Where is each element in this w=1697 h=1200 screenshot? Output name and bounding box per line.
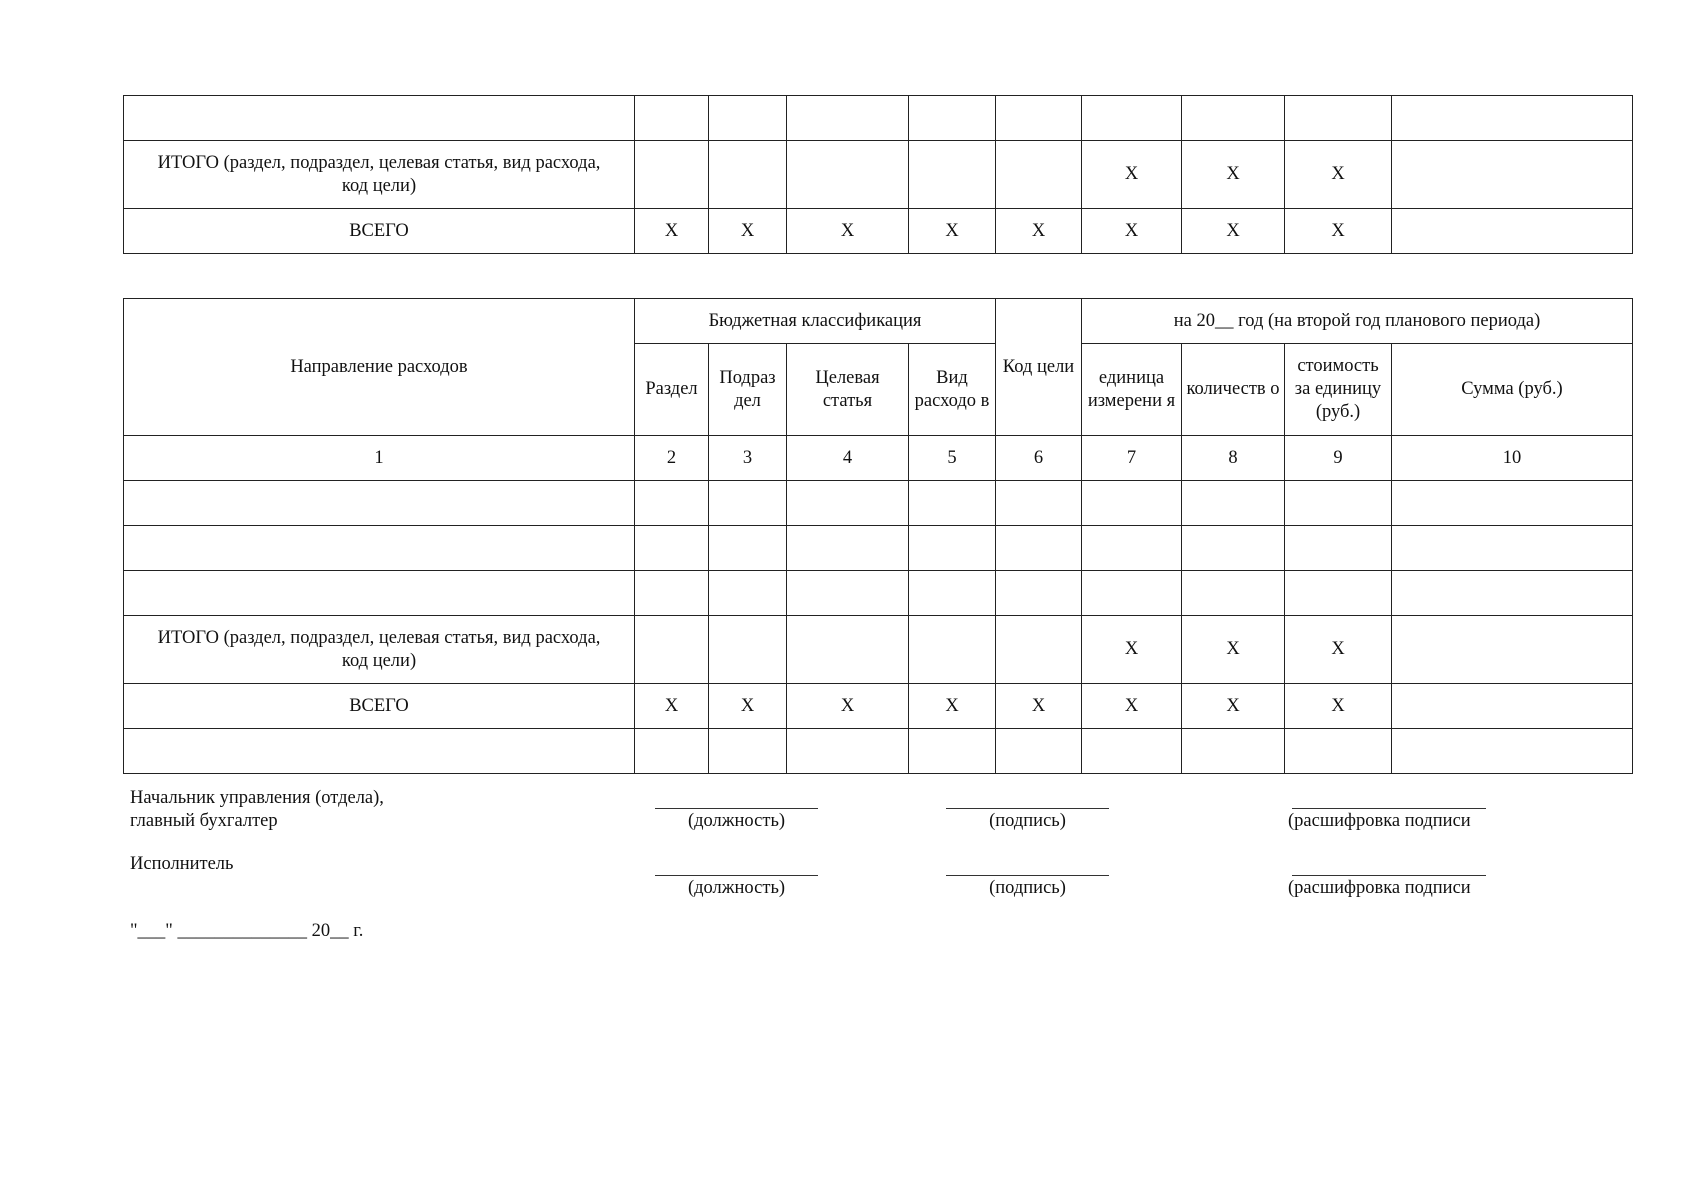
x-cell: Х (1082, 209, 1182, 254)
signature-caption: (подпись) (989, 811, 1066, 831)
table-cell (709, 571, 787, 616)
table-cell (787, 571, 909, 616)
x-cell: Х (909, 684, 996, 729)
table-cell (1392, 209, 1633, 254)
table-cell (909, 526, 996, 571)
itogo-label-line1: ИТОГО (раздел, подраздел, целевая статья, вид расхода, (157, 627, 601, 648)
table-cell (909, 96, 996, 141)
table-cell (124, 96, 635, 141)
column-number: 4 (787, 436, 909, 481)
x-cell: Х (1182, 209, 1285, 254)
x-cell: Х (996, 684, 1082, 729)
x-cell: Х (1182, 141, 1285, 209)
table-cell (996, 729, 1082, 774)
position-line (655, 875, 818, 876)
x-cell: Х (909, 209, 996, 254)
signature-line (946, 875, 1109, 876)
column-number: 1 (124, 436, 635, 481)
table-cell (635, 481, 709, 526)
table-cell (1082, 526, 1182, 571)
table-cell (1082, 729, 1182, 774)
decoding-line (1292, 875, 1486, 876)
x-cell: Х (1082, 616, 1182, 684)
table-cell (124, 481, 635, 526)
subheader-sum: Сумма (руб.) (1392, 344, 1633, 436)
table-cell (709, 616, 787, 684)
table-cell (1285, 96, 1392, 141)
x-cell: Х (996, 209, 1082, 254)
table-row (124, 526, 1633, 571)
table-cell (909, 729, 996, 774)
x-cell: Х (709, 684, 787, 729)
itogo-label (124, 616, 635, 684)
table-cell (1285, 526, 1392, 571)
x-cell: Х (1285, 141, 1392, 209)
x-cell: Х (1082, 684, 1182, 729)
x-cell: Х (635, 209, 709, 254)
table-cell (787, 526, 909, 571)
position-caption: (должность) (687, 811, 786, 831)
subheader-target-article: Целевая статья (787, 344, 909, 436)
table-cell (1392, 729, 1633, 774)
table-cell (124, 729, 635, 774)
column-number: 5 (909, 436, 996, 481)
table-cell (124, 571, 635, 616)
executor-label: Исполнитель (130, 854, 234, 874)
column-number: 2 (635, 436, 709, 481)
main-table (123, 298, 1633, 774)
table-cell (1182, 481, 1285, 526)
table-cell (1285, 481, 1392, 526)
decoding-caption: (расшифровка подписи (1288, 878, 1471, 898)
table-cell (124, 526, 635, 571)
table-cell (635, 571, 709, 616)
itogo-label-line1: ИТОГО (раздел, подраздел, целевая статья, вид расхода, (157, 152, 601, 173)
table-cell (1082, 481, 1182, 526)
signature-caption: (подпись) (989, 878, 1066, 898)
subheader-quantity: количеств о (1182, 344, 1285, 436)
table-cell (909, 616, 996, 684)
x-cell: Х (1182, 684, 1285, 729)
table-cell (1182, 729, 1285, 774)
column-number-row (124, 436, 1633, 481)
column-number: 3 (709, 436, 787, 481)
table-cell (996, 526, 1082, 571)
table-cell (709, 96, 787, 141)
table-cell (787, 96, 909, 141)
table-cell (709, 141, 787, 209)
table-cell (1285, 729, 1392, 774)
column-number: 10 (1392, 436, 1633, 481)
position-caption: (должность) (687, 878, 786, 898)
chief-label-line1: Начальник управления (отдела), (130, 788, 384, 808)
x-cell: Х (1285, 209, 1392, 254)
table-cell (909, 481, 996, 526)
table-row (124, 481, 1633, 526)
table-cell (909, 141, 996, 209)
column-number: 9 (1285, 436, 1392, 481)
budget-class-header: Бюджетная классификация (635, 299, 996, 344)
subheader-razdel: Раздел (635, 344, 709, 436)
table-cell (709, 481, 787, 526)
table-cell (1285, 571, 1392, 616)
position-line (655, 808, 818, 809)
chief-label (130, 787, 384, 833)
decoding-line (1292, 808, 1486, 809)
top-table (123, 95, 1633, 254)
table-cell (996, 141, 1082, 209)
table-cell (1392, 481, 1633, 526)
itogo-row (124, 616, 1633, 684)
itogo-label-line2: код цели) (341, 650, 417, 671)
table-cell (1392, 526, 1633, 571)
x-cell: Х (635, 684, 709, 729)
table-row (124, 729, 1633, 774)
vsego-label: ВСЕГО (124, 209, 635, 254)
table-row (124, 571, 1633, 616)
subheader-expense-type: Вид расходо в (909, 344, 996, 436)
table-cell (709, 526, 787, 571)
table-cell (1392, 141, 1633, 209)
table-cell (709, 729, 787, 774)
vsego-row (124, 209, 1633, 254)
x-cell: Х (1182, 616, 1285, 684)
table-cell (1082, 571, 1182, 616)
x-cell: Х (787, 209, 909, 254)
subheader-unit: единица измерени я (1082, 344, 1182, 436)
table-cell (996, 571, 1082, 616)
date-line: "___" ______________ 20__ г. (130, 921, 364, 941)
subheader-unit-cost: стоимость за единицу (руб.) (1285, 344, 1392, 436)
table-cell (635, 729, 709, 774)
x-cell: Х (1082, 141, 1182, 209)
column-number: 8 (1182, 436, 1285, 481)
table-cell (787, 729, 909, 774)
table-cell (787, 616, 909, 684)
table-cell (787, 481, 909, 526)
table-cell (1392, 571, 1633, 616)
vsego-label: ВСЕГО (124, 684, 635, 729)
table-cell (996, 616, 1082, 684)
column-number: 7 (1082, 436, 1182, 481)
x-cell: Х (709, 209, 787, 254)
table-cell (996, 481, 1082, 526)
table-cell (1182, 526, 1285, 571)
vsego-row (124, 684, 1633, 729)
header-row (124, 299, 1633, 344)
x-cell: Х (787, 684, 909, 729)
table-cell (1182, 571, 1285, 616)
table-cell (635, 141, 709, 209)
itogo-row (124, 141, 1633, 209)
period-header: на 20__ год (на второй год планового периода) (1082, 299, 1633, 344)
direction-header: Направление расходов (124, 299, 635, 436)
table-cell (996, 96, 1082, 141)
table-cell (1392, 616, 1633, 684)
table-cell (1182, 96, 1285, 141)
table-cell (909, 571, 996, 616)
x-cell: Х (1285, 616, 1392, 684)
itogo-label (124, 141, 635, 209)
subheader-podrazdel: Подраз дел (709, 344, 787, 436)
target-code-header: Код цели (996, 299, 1082, 436)
decoding-caption: (расшифровка подписи (1288, 811, 1471, 831)
column-number: 6 (996, 436, 1082, 481)
table-cell (635, 616, 709, 684)
table-row (124, 96, 1633, 141)
table-cell (1392, 96, 1633, 141)
table-cell (635, 526, 709, 571)
table-cell (1392, 684, 1633, 729)
table-cell (1082, 96, 1182, 141)
itogo-label-line2: код цели) (341, 175, 417, 196)
signature-line (946, 808, 1109, 809)
table-cell (787, 141, 909, 209)
chief-label-line2: главный бухгалтер (130, 811, 278, 831)
x-cell: Х (1285, 684, 1392, 729)
table-cell (635, 96, 709, 141)
